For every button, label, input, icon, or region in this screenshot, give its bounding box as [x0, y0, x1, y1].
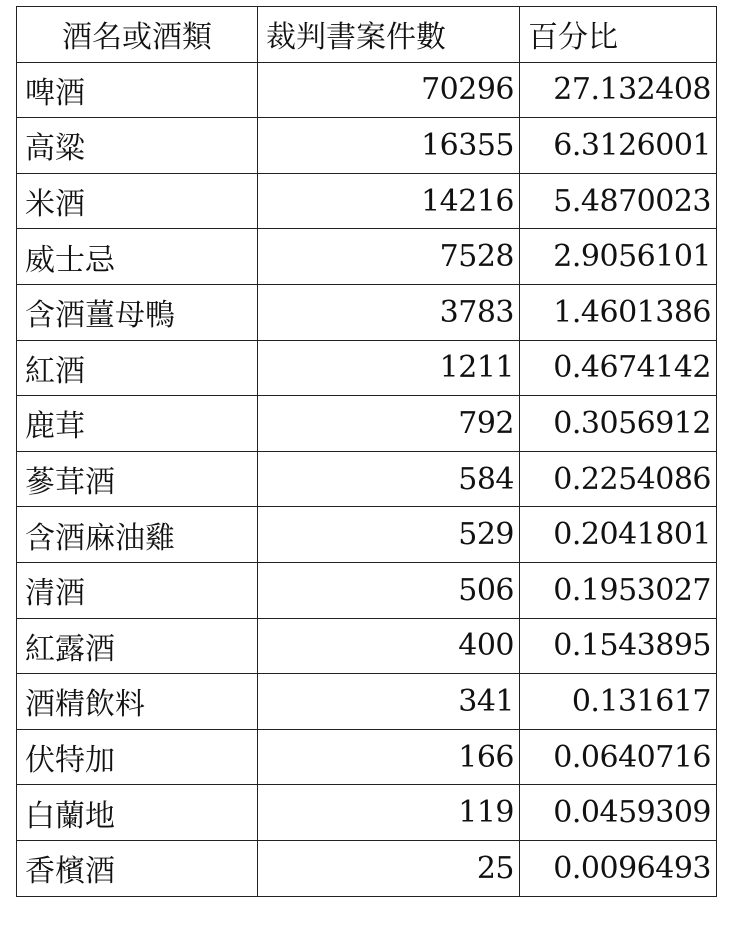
liquor-name-cell: 蔘茸酒 — [17, 451, 258, 507]
liquor-name-cell: 啤酒 — [17, 62, 258, 118]
table-row — [17, 229, 717, 285]
percentage-cell: 0.1543895 — [520, 618, 717, 674]
table-row — [17, 173, 717, 229]
percentage-cell: 0.131617 — [520, 674, 717, 730]
table-body — [17, 62, 717, 896]
case-count-cell: 400 — [258, 618, 520, 674]
table-row — [17, 340, 717, 396]
table-row — [17, 840, 717, 896]
percentage-cell: 0.2041801 — [520, 507, 717, 563]
table-row — [17, 729, 717, 785]
case-count-cell: 7528 — [258, 229, 520, 285]
percentage-cell: 0.2254086 — [520, 451, 717, 507]
table-row — [17, 451, 717, 507]
percentage-cell: 5.4870023 — [520, 173, 717, 229]
liquor-name-cell: 伏特加 — [17, 729, 258, 785]
percentage-cell: 0.3056912 — [520, 396, 717, 452]
liquor-name-cell: 清酒 — [17, 562, 258, 618]
table-row — [17, 62, 717, 118]
percentage-cell: 0.0640716 — [520, 729, 717, 785]
liquor-name-cell: 白蘭地 — [17, 785, 258, 841]
data-table — [16, 6, 717, 897]
liquor-name-cell: 含酒麻油雞 — [17, 507, 258, 563]
header-row — [17, 7, 717, 63]
percentage-cell: 2.9056101 — [520, 229, 717, 285]
case-count-cell: 14216 — [258, 173, 520, 229]
table-row — [17, 118, 717, 174]
case-count-cell: 25 — [258, 840, 520, 896]
liquor-name-cell: 鹿茸 — [17, 396, 258, 452]
case-count-cell: 341 — [258, 674, 520, 730]
liquor-name-cell: 米酒 — [17, 173, 258, 229]
case-count-cell: 119 — [258, 785, 520, 841]
percentage-cell: 27.132408 — [520, 62, 717, 118]
header-liquor-name: 酒名或酒類 — [17, 7, 258, 63]
percentage-cell: 1.4601386 — [520, 284, 717, 340]
case-count-cell: 166 — [258, 729, 520, 785]
case-count-cell: 3783 — [258, 284, 520, 340]
liquor-name-cell: 香檳酒 — [17, 840, 258, 896]
percentage-cell: 0.0096493 — [520, 840, 717, 896]
case-count-cell: 70296 — [258, 62, 520, 118]
table-row — [17, 562, 717, 618]
case-count-cell: 16355 — [258, 118, 520, 174]
table-row — [17, 396, 717, 452]
liquor-name-cell: 威士忌 — [17, 229, 258, 285]
liquor-name-cell: 酒精飲料 — [17, 674, 258, 730]
case-count-cell: 584 — [258, 451, 520, 507]
case-count-cell: 506 — [258, 562, 520, 618]
table-row — [17, 785, 717, 841]
case-count-cell: 1211 — [258, 340, 520, 396]
percentage-cell: 0.1953027 — [520, 562, 717, 618]
case-count-cell: 792 — [258, 396, 520, 452]
liquor-name-cell: 含酒薑母鴨 — [17, 284, 258, 340]
case-count-cell: 529 — [258, 507, 520, 563]
liquor-name-cell: 高粱 — [17, 118, 258, 174]
table-header — [17, 7, 717, 63]
table-row — [17, 284, 717, 340]
table-row — [17, 507, 717, 563]
table-row — [17, 674, 717, 730]
header-case-count: 裁判書案件數 — [258, 7, 520, 63]
header-percentage: 百分比 — [520, 7, 717, 63]
percentage-cell: 6.3126001 — [520, 118, 717, 174]
percentage-cell: 0.4674142 — [520, 340, 717, 396]
percentage-cell: 0.0459309 — [520, 785, 717, 841]
table-row — [17, 618, 717, 674]
liquor-name-cell: 紅酒 — [17, 340, 258, 396]
liquor-name-cell: 紅露酒 — [17, 618, 258, 674]
